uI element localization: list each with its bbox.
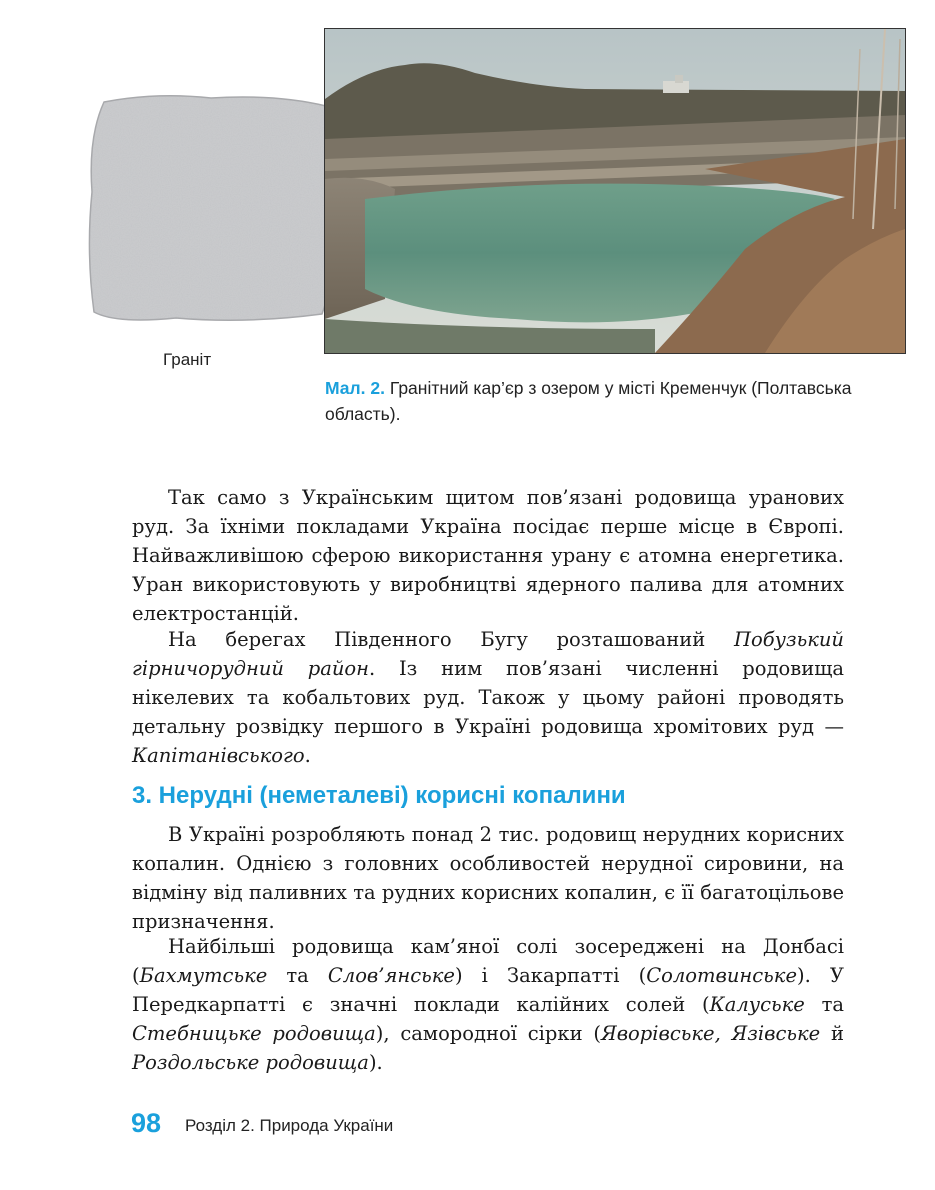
figure-caption-text: Гранітний кар’єр з озером у місті Кременчук (Полтавська область). xyxy=(325,378,852,424)
page-number: 98 xyxy=(131,1108,162,1138)
figure-caption xyxy=(325,375,885,427)
granite-quarry-photo xyxy=(324,28,906,354)
paragraph-pobuzkyi: На берегах Південного Бугу розташований Побузький гірничорудний район. Із ним пов’язані численні родовища нікелевих та кобальтових руд. Також у цьому районі проводять детальну розвідку першого в Україні родовища хромітових руд — Капітанівського. xyxy=(132,628,844,767)
paragraph-nonmetallic: В Україні розробляють понад 2 тис. родовищ нерудних корисних копалин. Однією з головних особливостей нерудної сировини, на відміну від паливних та рудних корисних копалин, є її багатоцільове призначення. xyxy=(132,823,844,933)
granite-caption: Граніт xyxy=(163,350,212,369)
figure-label: Мал. 2. xyxy=(325,378,385,398)
section-heading: 3. Нерудні (неметалеві) корисні копалини xyxy=(132,782,626,809)
chapter-label: Розділ 2. Природа України xyxy=(185,1116,394,1135)
granite-sample-image xyxy=(86,92,336,324)
quarry-lake-illustration xyxy=(325,29,905,353)
paragraph-uranium: Так само з Українським щитом пов’язані родовища уранових руд. За їхніми покладами Україна посідає перше місце в Європі. Найважливішою сферою використання урану є атомна енергетика. Уран використовують у виробництві ядерного палива для атомних електростанцій. xyxy=(132,486,844,625)
paragraph-salt: Найбільші родовища кам’яної солі зосереджені на Донбасі (Бахмутське та Слов’янське) і Закарпатті (Солотвинське). У Передкарпатті є значні поклади калійних солей (Калуське та Стебницьке родовища), самородної сірки (Яворівське, Язівське й Роздольське родовища). xyxy=(132,935,844,1074)
